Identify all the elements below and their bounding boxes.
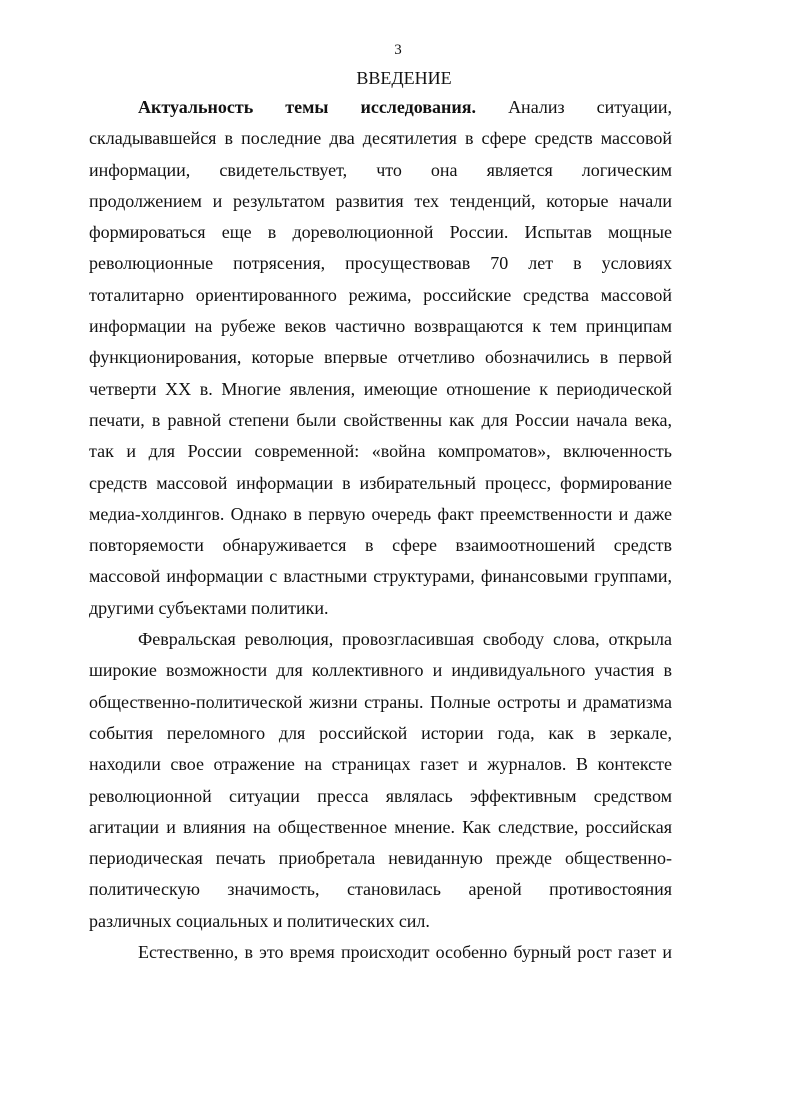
paragraph-1-line-text: Анализ ситуации, xyxy=(508,97,673,117)
paragraph-1-line: функционирования, которые впервые отчетливо обозначились в первой xyxy=(89,347,672,368)
paragraph-2-line: события переломного для российской истории года, как в зеркале, xyxy=(89,722,672,743)
paragraph-2-line: политическую значимость, становилась ареной противостояния xyxy=(89,879,672,900)
paragraph-1-line: повторяемости обнаруживается в сфере взаимоотношений средств xyxy=(89,535,672,556)
topic-relevance-lead: Актуальность темы исследования. xyxy=(138,97,477,117)
paragraph-2-line: периодическая печать приобретала невиданную прежде общественно- xyxy=(89,848,672,869)
paragraph-1-line: четверти XX в. Многие явления, имеющие отношение к периодической xyxy=(89,378,672,399)
paragraph-1-line: другими субъектами политики. xyxy=(89,597,329,618)
paragraph-1-line: печати, в равной степени были свойственны как для России начала века, xyxy=(89,409,672,430)
page-number: 3 xyxy=(394,42,402,58)
paragraph-2-line: агитации и влияния на общественное мнение. Как следствие, российская xyxy=(89,816,672,837)
body-text xyxy=(89,92,672,968)
paragraph-1-line: продолжением и результатом развития тех тенденций, которые начали xyxy=(89,190,672,211)
section-heading: ВВЕДЕНИЕ xyxy=(356,68,452,88)
paragraph-1-line xyxy=(89,92,672,123)
paragraph-1-line: революционные потрясения, просуществовав 70 лет в условиях xyxy=(89,253,672,274)
paragraph-1-line: тоталитарно ориентированного режима, российские средства массовой xyxy=(89,284,672,305)
paragraph-2-line: различных социальных и политических сил. xyxy=(89,910,430,931)
paragraph-2-line: общественно-политической жизни страны. Полные остроты и драматизма xyxy=(89,691,672,712)
paragraph-1-line: так и для России современной: «война компроматов», включенность xyxy=(89,441,672,462)
paragraph-2-line: Февральская революция, провозгласившая свободу слова, открыла xyxy=(138,629,672,650)
paragraph-3-line: Естественно, в это время происходит особенно бурный рост газет и xyxy=(138,942,672,963)
paragraph-2-line: широкие возможности для коллективного и индивидуального участия в xyxy=(89,660,672,681)
paragraph-2-line: находили свое отражение на страницах газет и журналов. В контексте xyxy=(89,754,672,775)
paragraph-1-line: информации, свидетельствует, что она является логическим xyxy=(89,159,672,180)
paragraph-1-line: медиа-холдингов. Однако в первую очередь факт преемственности и даже xyxy=(89,503,672,524)
paragraph-1-line: информации на рубеже веков частично возвращаются к тем принципам xyxy=(89,316,672,337)
paragraph-1-line: складывавшейся в последние два десятилетия в сфере средств массовой xyxy=(89,128,672,149)
paragraph-1-line: массовой информации с властными структурами, финансовыми группами, xyxy=(89,566,672,587)
paragraph-1-line: формироваться еще в дореволюционной России. Испытав мощные xyxy=(89,222,672,243)
paragraph-1-line: средств массовой информации в избирательный процесс, формирование xyxy=(89,472,672,493)
paragraph-2-line: революционной ситуации пресса являлась эффективным средством xyxy=(89,785,672,806)
